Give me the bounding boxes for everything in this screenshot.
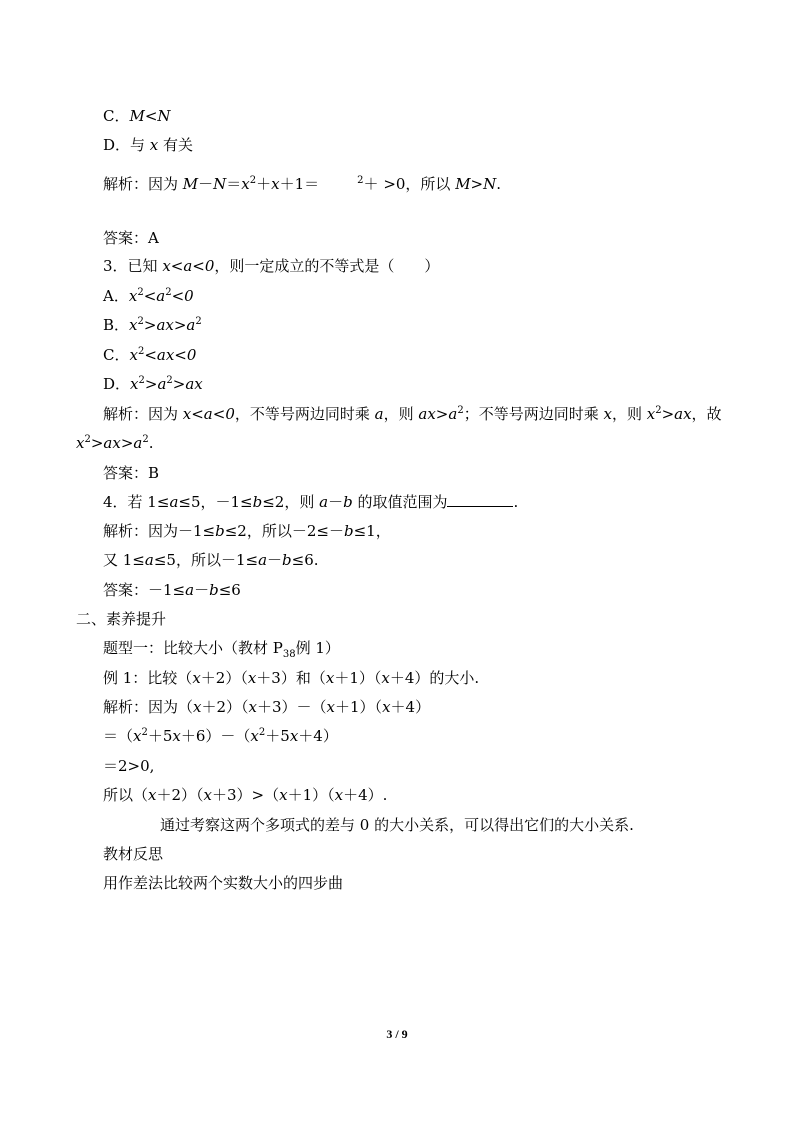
q4-answer: 答案：－1≤a－b≤6	[103, 581, 241, 599]
page-number: 3 / 9	[386, 1027, 408, 1041]
q4-stem: 4．若 1≤a≤5，－1≤b≤2，则 a－b 的取值范围为 .	[103, 493, 519, 511]
q3-solution-line1: 解析：因为 x<a<0，不等号两边同时乘 a，则 $ax>a^2$；不等号两边同时乘 x，则 $x^2>ax$，故	[103, 405, 722, 423]
example1-stem: 例 1：比较（x＋2）（x＋3）和（x＋1）（x＋4）的大小.	[103, 669, 480, 687]
example1-conclusion: 所以（x＋2）（x＋3）>（x＋1）（x＋4）.	[103, 786, 388, 804]
reflection-body: 用作差法比较两个实数大小的四步曲	[103, 874, 344, 892]
q3-option-c: C．$x^2<ax<0$	[103, 346, 197, 364]
q3-option-d: D．$x^2>a^2>ax$	[103, 375, 203, 393]
example1-solution-line2: $=(x^2+5x+6)-(x^2+5x+4)$	[103, 727, 338, 745]
q2-solution: 解析：因为 $M-N=x^2+x+1= ^2+ >0$，所以 M>N.	[103, 175, 502, 193]
example1-solution-line3: ＝2>0,	[103, 757, 155, 775]
reflection-heading: 教材反思	[103, 845, 164, 863]
q2-option-c: C．M<N	[103, 107, 171, 125]
q3-option-a: A．$x^2<a^2<0$	[103, 287, 194, 305]
example1-solution-line1: 解析：因为（x＋2）（x＋3）－（x＋1）（x＋4）	[103, 698, 431, 716]
type1-title: 题型一：比较大小（教材 $P_{38}$例 1）	[103, 639, 340, 660]
section-heading: 二、素养提升	[76, 610, 167, 628]
q4-solution-line2: 又 1≤a≤5，所以－1≤a－b≤6.	[103, 551, 319, 569]
q3-stem: 3．已知 x<a<0，则一定成立的不等式是（ ）	[103, 257, 440, 275]
q3-solution-line2: $x^2>ax>a^2$.	[76, 434, 154, 452]
q2-answer: 答案：A	[103, 229, 159, 247]
q3-option-b: B．$x^2>ax>a^2$	[103, 316, 202, 334]
method-note: 通过考察这两个多项式的差与 0 的大小关系，可以得出它们的大小关系.	[160, 816, 634, 834]
q3-answer: 答案：B	[103, 464, 160, 482]
q2-option-d: D．与 x 有关	[103, 136, 194, 154]
answer-blank	[447, 492, 513, 507]
q4-solution-line1: 解析：因为－1≤b≤2，所以－2≤－b≤1，	[103, 522, 391, 540]
